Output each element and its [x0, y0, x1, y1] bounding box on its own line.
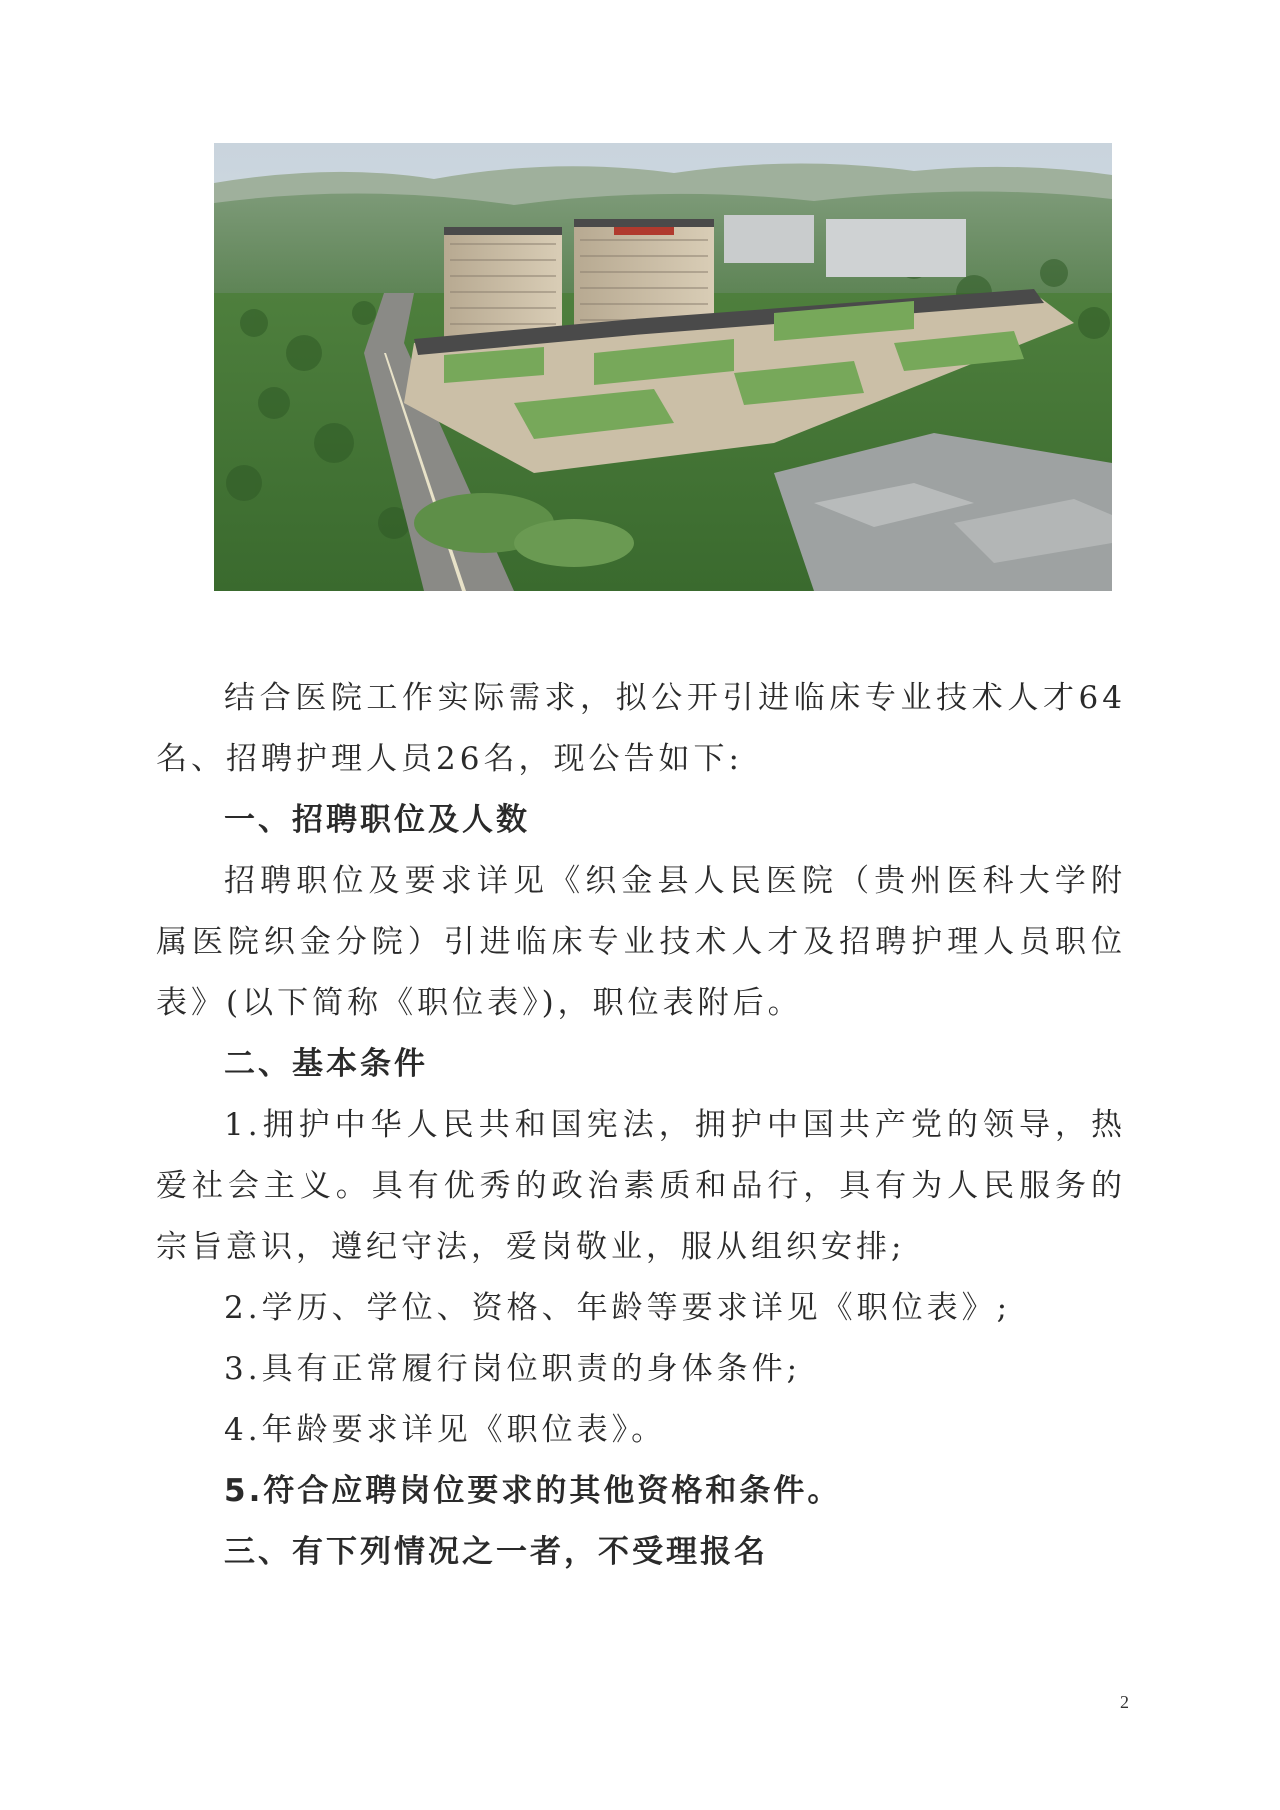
intro-paragraph: 结合医院工作实际需求，拟公开引进临床专业技术人才64名、招聘护理人员26名，现公告如下: — [156, 680, 1126, 777]
condition-item-4: 4.年龄要求详见《职位表》。 — [224, 1412, 667, 1448]
condition-item-2: 2.学历、学位、资格、年龄等要求详见《职位表》; — [224, 1290, 1012, 1326]
section-heading-basic-conditions: 二、基本条件 — [224, 1046, 428, 1082]
condition-item-1: 1.拥护中华人民共和国宪法，拥护中国共产党的领导，热爱社会主义。具有优秀的政治素质和品行，具有为人民服务的宗旨意识，遵纪守法，爱岗敬业，服从组织安排; — [156, 1107, 1126, 1265]
document-body — [156, 668, 1126, 1583]
section-body-positions: 招聘职位及要求详见《织金县人民医院（贵州医科大学附属医院织金分院）引进临床专业技术人才及招聘护理人员职位表》(以下简称《职位表》)，职位表附后。 — [156, 863, 1126, 1021]
condition-item-3: 3.具有正常履行岗位职责的身体条件; — [224, 1351, 802, 1387]
condition-item-5: 5.符合应聘岗位要求的其他资格和条件。 — [224, 1473, 842, 1509]
page-number: 2 — [1120, 1692, 1129, 1712]
hospital-aerial-rendering — [214, 143, 1112, 591]
section-heading-exclusions: 三、有下列情况之一者，不受理报名 — [224, 1534, 768, 1570]
section-heading-positions: 一、招聘职位及人数 — [224, 802, 530, 838]
